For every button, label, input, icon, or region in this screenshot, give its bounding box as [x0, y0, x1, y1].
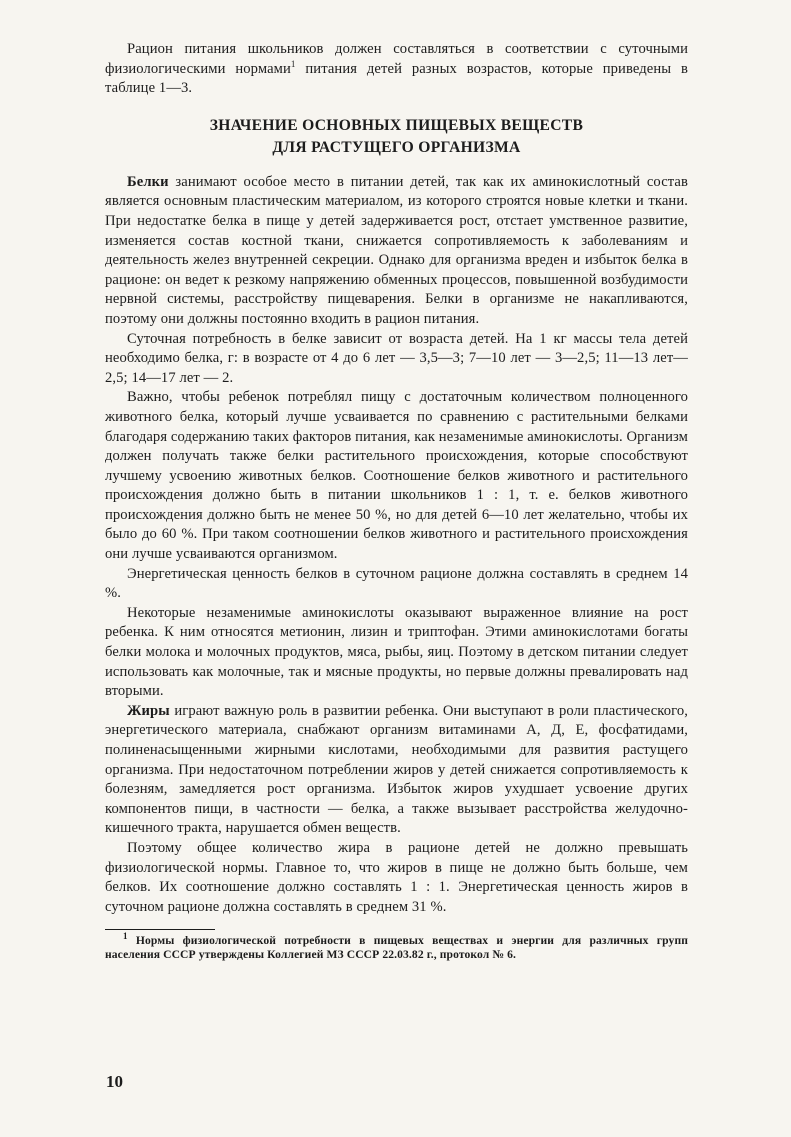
heading-line-2: ДЛЯ РАСТУЩЕГО ОРГАНИЗМА: [272, 138, 521, 156]
term-fats: Жиры: [127, 702, 170, 719]
fats-text: играют важную роль в развитии ребенка. Они выступают в роли пластического, энергетического материала, снабжают организм витаминами А, Д, Е, фосфатидами, полиненасыщенными жирными кислотами, необходимыми для развития растущего организма. При недостаточном потреблении жиров у детей снижается сопротивляемость к болезням, замедляется рост организма. Избыток жиров ухудшает усвоение других компонентов пищи, в частности — белка, а также вызывает расстройства желудочно-кишечного тракта, нарушается обмен веществ.: [105, 702, 688, 837]
protein-quality-paragraph: Важно, чтобы ребенок потреблял пищу с достаточным количеством полноценного животного белка, который лучше усваивается по сравнению с растительными белками благодаря содержанию таких факторов питания, как незаменимые аминокислоты. Организм должен получать также белки растительного происхождения, которые способствуют лучшему усвоению животных белков. Соотношение белков животного и растительного происхождения должно быть в питании школьников 1 : 1, т. е. белков животного происхождения должно быть не менее 50 %, но для детей 6—10 лет желательно, чтобы их было до 60 %. При таком соотношении белков животного и растительного происхождения они лучше усваиваются организмом.: [105, 389, 688, 563]
protein-need-paragraph: Суточная потребность в белке зависит от возраста детей. На 1 кг массы тела детей необходимо белка, г: в возрасте от 4 до 6 лет — 3,5—3; 7—10 лет — 3—2,5; 11—13 лет—2,5; 14—17 лет — 2.: [105, 330, 688, 386]
protein-energy-paragraph: Энергетическая ценность белков в суточном рационе должна составлять в среднем 14 %.: [105, 565, 688, 602]
footnote-text: Нормы физиологической потребности в пищевых веществах и энергии для различных групп населения СССР утверждены Коллегией МЗ СССР 22.03.82 г., протокол № 6.: [105, 934, 688, 962]
footnote-reference: 1: [290, 58, 296, 69]
intro-paragraph: [105, 40, 688, 99]
proteins-paragraph: [105, 173, 688, 330]
fat-amount-paragraph: Поэтому общее количество жира в рационе детей не должно превышать физиологической нормы. Главное то, что жиров в пище не должно быть больше, чем белков. Их соотношение должно составлять 1 : 1. Энергетическая ценность жиров в суточном рационе должна составлять в среднем 31 %.: [105, 839, 688, 915]
footnote-mark: 1: [123, 931, 128, 942]
page-content: [105, 40, 688, 962]
amino-acids-paragraph: Некоторые незаменимые аминокислоты оказывают выраженное влияние на рост ребенка. К ним относятся метионин, лизин и триптофан. Этими аминокислотами богаты белки молока и молочных продуктов, мяса, рыбы, яиц. Поэтому в детском питании следует использовать как молочные, так и мясные продукты, но первые должны превалировать над вторыми.: [105, 604, 688, 700]
footnote-divider: [105, 929, 215, 930]
heading-line-1: ЗНАЧЕНИЕ ОСНОВНЫХ ПИЩЕВЫХ ВЕЩЕСТВ: [209, 116, 584, 134]
proteins-text: занимают особое место в питании детей, так как их аминокислотный состав является основным пластическим материалом, из которого строятся новые клетки и ткани. При недостатке белка в пище у детей задерживается рост, отстает умственное развитие, изменяется состав костной ткани, снижается сопротивляемость к заболеваниям и деятельность желез внутренней секреции. Однако для организма вреден и избыток белка в рационе: он ведет к резкому напряжению обменных процессов, повышенной возбудимости нервной системы, расстройству пищеварения. Белки в организме не накапливаются, поэтому они должны постоянно входить в рацион питания.: [105, 173, 688, 327]
intro-text-end: питания детей разных возрастов, которые приведены в таблице 1—3.: [105, 60, 688, 97]
term-proteins: Белки: [127, 173, 169, 190]
footnote: [105, 931, 688, 962]
section-heading: [105, 115, 688, 159]
intro-text: Рацион питания школьников должен составляться в соответствии с суточными физиологическими нормами: [105, 41, 688, 77]
page-number: 10: [106, 1072, 123, 1091]
fats-paragraph: [105, 702, 688, 839]
